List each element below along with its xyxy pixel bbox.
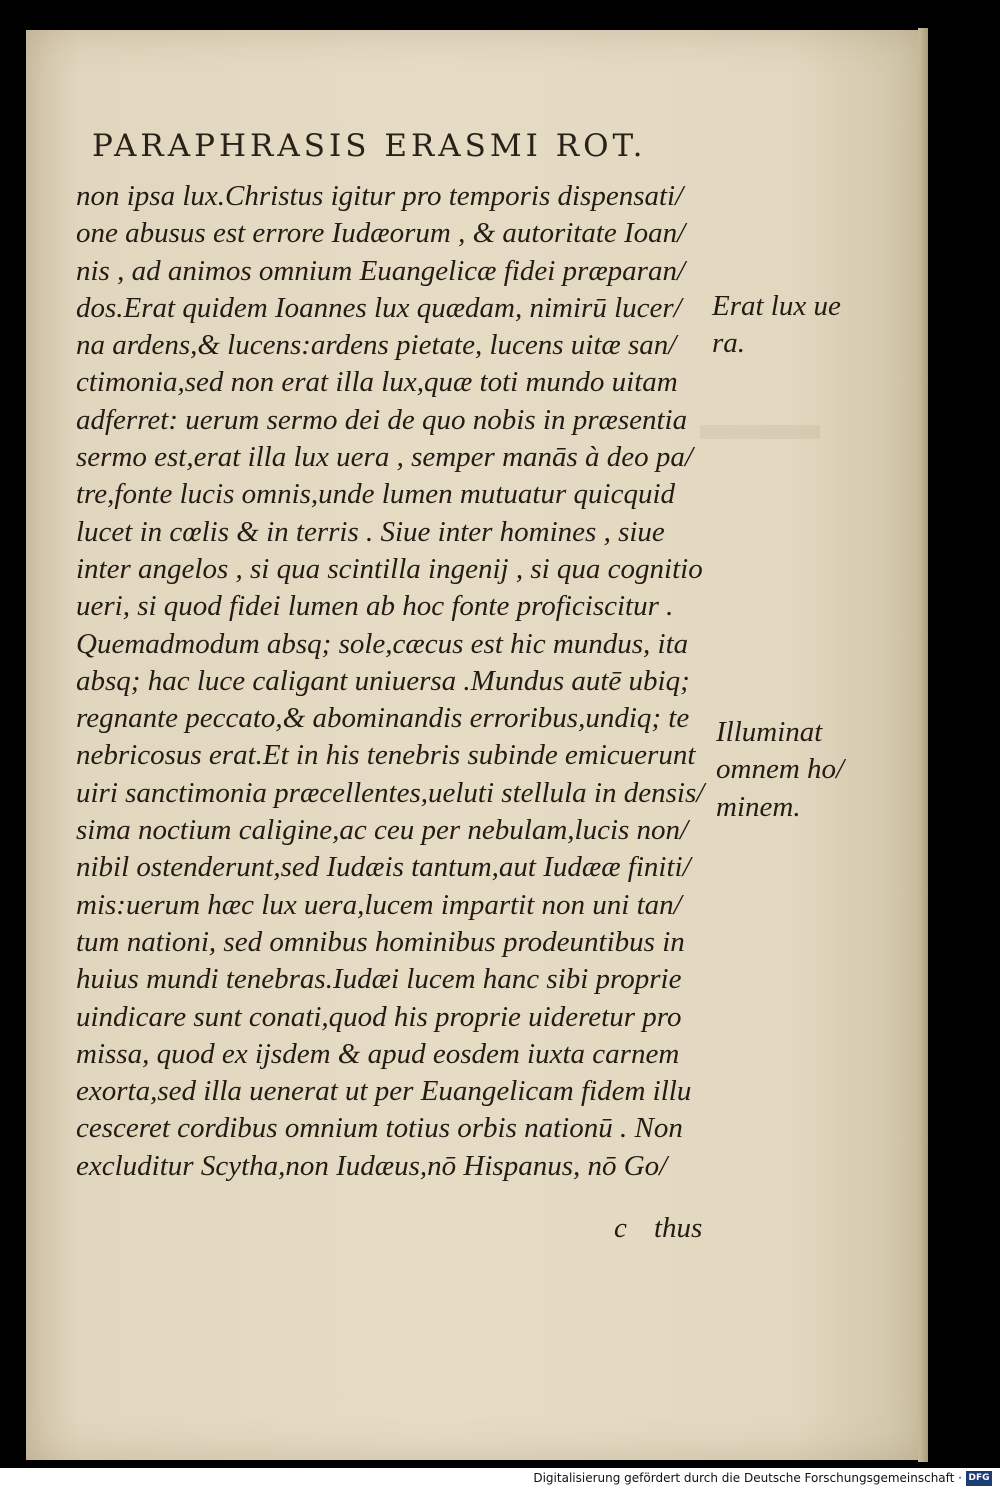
text-line: exorta,sed illa uenerat ut per Euangelicam fidem illu — [76, 1075, 692, 1108]
text-line: one abusus est errore Iudæorum , & autoritate Ioan/ — [76, 217, 686, 250]
running-head: PARAPHRASIS ERASMI ROT. — [92, 128, 647, 164]
text-line: non ipsa lux.Christus igitur pro temporis dispensati/ — [76, 180, 684, 212]
text-line: ueri, si quod fidei lumen ab hoc fonte proficiscitur . — [76, 590, 674, 623]
margin-note-line: ra. — [712, 327, 746, 360]
text-line: uiri sanctimonia præcellentes,ueluti stellula in densis/ — [76, 776, 705, 809]
text-line: cesceret cordibus omnium totius orbis nationū . Non — [76, 1112, 683, 1145]
text-line: dos.Erat quidem Ioannes lux quædam, nimirū lucer/ — [76, 291, 682, 324]
margin-note-line: omnem ho/ — [716, 753, 845, 786]
dfg-logo-icon: DFG — [966, 1471, 992, 1486]
text-line: adferret: uerum sermo dei de quo nobis in præsentia — [76, 403, 688, 436]
body-text — [76, 178, 716, 1185]
paper-stain — [700, 425, 820, 439]
margin-note-line: minem. — [716, 790, 801, 823]
dfg-credit-text: Digitalisierung gefördert durch die Deutsche Forschungsgemeinschaft · — [533, 1471, 962, 1485]
margin-note-illuminat — [716, 714, 844, 826]
text-line: nebricosus erat.Et in his tenebris subinde emicuerunt — [76, 739, 696, 772]
text-line: absq; hac luce caligant uniuersa .Mundus autē ubiq; — [76, 664, 690, 697]
signature-mark: c — [614, 1212, 627, 1244]
margin-note-line: Illuminat — [716, 716, 823, 748]
text-line: Quemadmodum absq; sole,cæcus est hic mundus, ita — [76, 627, 689, 660]
text-line: excluditur Scytha,non Iudæus,nō Hispanus, nō Go/ — [76, 1149, 668, 1182]
text-line: lucet in cœlis & in terris . Siue inter homines , siue — [76, 515, 665, 548]
text-line: mis:uerum hæc lux uera,lucem impartit non uni tan/ — [76, 888, 682, 921]
text-line: uindicare sunt conati,quod his proprie uideretur pro — [76, 1000, 682, 1033]
margin-note-line: Erat lux ue — [712, 290, 841, 322]
margin-note-erat-lux — [712, 288, 841, 363]
text-line: nis , ad animos omnium Euangelicæ fidei præparan/ — [76, 254, 685, 287]
text-line: missa, quod ex ijsdem & apud eosdem iuxta carnem — [76, 1037, 680, 1070]
text-line: inter angelos , si qua scintilla ingenij , si qua cognitio — [76, 552, 703, 585]
text-line: sermo est,erat illa lux uera , semper manās à deo pa/ — [76, 441, 693, 474]
page-edge — [918, 28, 928, 1462]
text-line: sima noctium caligine,ac ceu per nebulam,lucis non/ — [76, 814, 689, 847]
text-line: tre,fonte lucis omnis,unde lumen mutuatur quicquid — [76, 478, 676, 511]
text-line: na ardens,& lucens:ardens pietate, lucens uitæ san/ — [76, 329, 677, 362]
text-line: regnante peccato,& abominandis erroribus,undiq; te — [76, 702, 690, 735]
text-line: nibil ostenderunt,sed Iudæis tantum,aut Iudææ finiti/ — [76, 851, 691, 884]
text-line: ctimonia,sed non erat illa lux,quæ toti mundo uitam — [76, 366, 678, 399]
text-line: tum nationi, sed omnibus hominibus prodeuntibus in — [76, 925, 685, 958]
text-line: huius mundi tenebras.Iudæi lucem hanc sibi proprie — [76, 963, 682, 996]
catchword: thus — [654, 1212, 703, 1244]
